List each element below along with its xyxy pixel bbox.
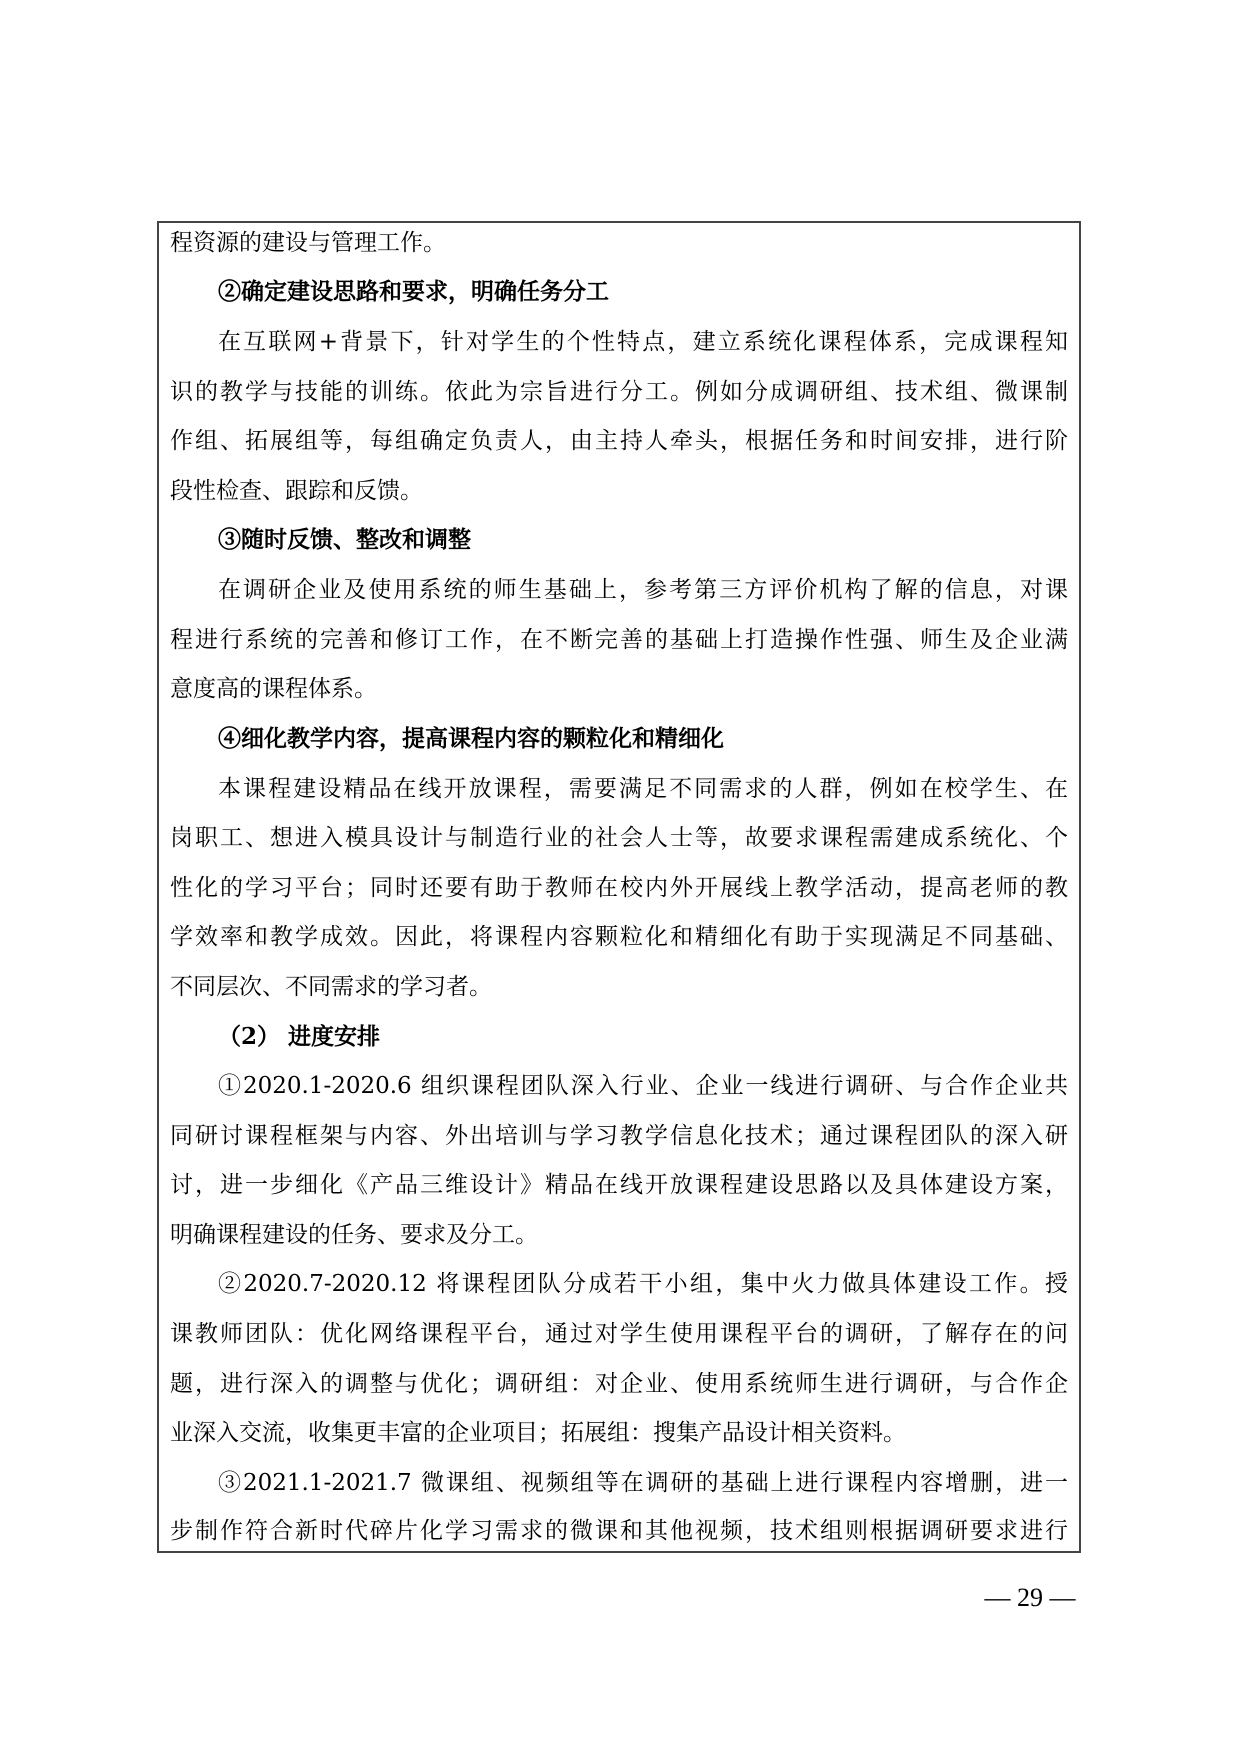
text-line: 不同层次、不同需求的学习者。: [170, 974, 492, 1000]
text-line: 同研讨课程框架与内容、外出培训与学习教学信息化技术；通过课程团队的深入研: [170, 1123, 1068, 1149]
section-heading: ④细化教学内容，提高课程内容的颗粒化和精细化: [218, 725, 724, 752]
text-line: 性化的学习平台；同时还要有助于教师在校内外开展线上教学活动，提高老师的教: [170, 875, 1068, 901]
text-line: ①2020.1-2020.6 组织课程团队深入行业、企业一线进行调研、与合作企业共: [218, 1073, 1068, 1099]
text-line: 本课程建设精品在线开放课程，需要满足不同需求的人群，例如在校学生、在: [218, 776, 1068, 802]
text-line: 程资源的建设与管理工作。: [170, 230, 446, 256]
section-heading: （2） 进度安排: [218, 1023, 381, 1050]
text-line: 步制作符合新时代碎片化学习需求的微课和其他视频，技术组则根据调研要求进行: [170, 1518, 1068, 1544]
text-line: ③2021.1-2021.7 微课组、视频组等在调研的基础上进行课程内容增删，进一: [218, 1470, 1068, 1496]
text-line: 岗职工、想进入模具设计与制造行业的社会人士等，故要求课程需建成系统化、个: [170, 825, 1068, 851]
text-line: 业深入交流，收集更丰富的企业项目；拓展组：搜集产品设计相关资料。: [170, 1420, 906, 1446]
text-line: 明确课程建设的任务、要求及分工。: [170, 1222, 538, 1248]
text-line: 题，进行深入的调整与优化；调研组：对企业、使用系统师生进行调研，与合作企: [170, 1371, 1068, 1397]
text-line: 作组、拓展组等，每组确定负责人，由主持人牵头，根据任务和时间安排，进行阶: [170, 428, 1068, 454]
section-heading: ②确定建设思路和要求，明确任务分工: [218, 278, 609, 305]
text-line: 程进行系统的完善和修订工作，在不断完善的基础上打造操作性强、师生及企业满: [170, 627, 1068, 653]
text-line: 识的教学与技能的训练。依此为宗旨进行分工。例如分成调研组、技术组、微课制: [170, 379, 1068, 405]
text-line: 段性检查、跟踪和反馈。: [170, 478, 423, 504]
page-number: — 29 —: [984, 1583, 1076, 1612]
text-line: 意度高的课程体系。: [170, 676, 377, 702]
text-line: 在调研企业及使用系统的师生基础上，参考第三方评价机构了解的信息，对课: [218, 577, 1068, 603]
text-line: 在互联网+背景下，针对学生的个性特点，建立系统化课程体系，完成课程知: [218, 329, 1068, 355]
text-line: 讨，进一步细化《产品三维设计》精品在线开放课程建设思路以及具体建设方案，: [170, 1172, 1068, 1198]
section-heading: ③随时反馈、整改和调整: [218, 526, 471, 553]
text-line: 学效率和教学成效。因此，将课程内容颗粒化和精细化有助于实现满足不同基础、: [170, 924, 1068, 950]
text-line: 课教师团队：优化网络课程平台，通过对学生使用课程平台的调研，了解存在的问: [170, 1321, 1068, 1347]
text-line: ②2020.7-2020.12 将课程团队分成若干小组，集中火力做具体建设工作。授: [218, 1271, 1068, 1297]
